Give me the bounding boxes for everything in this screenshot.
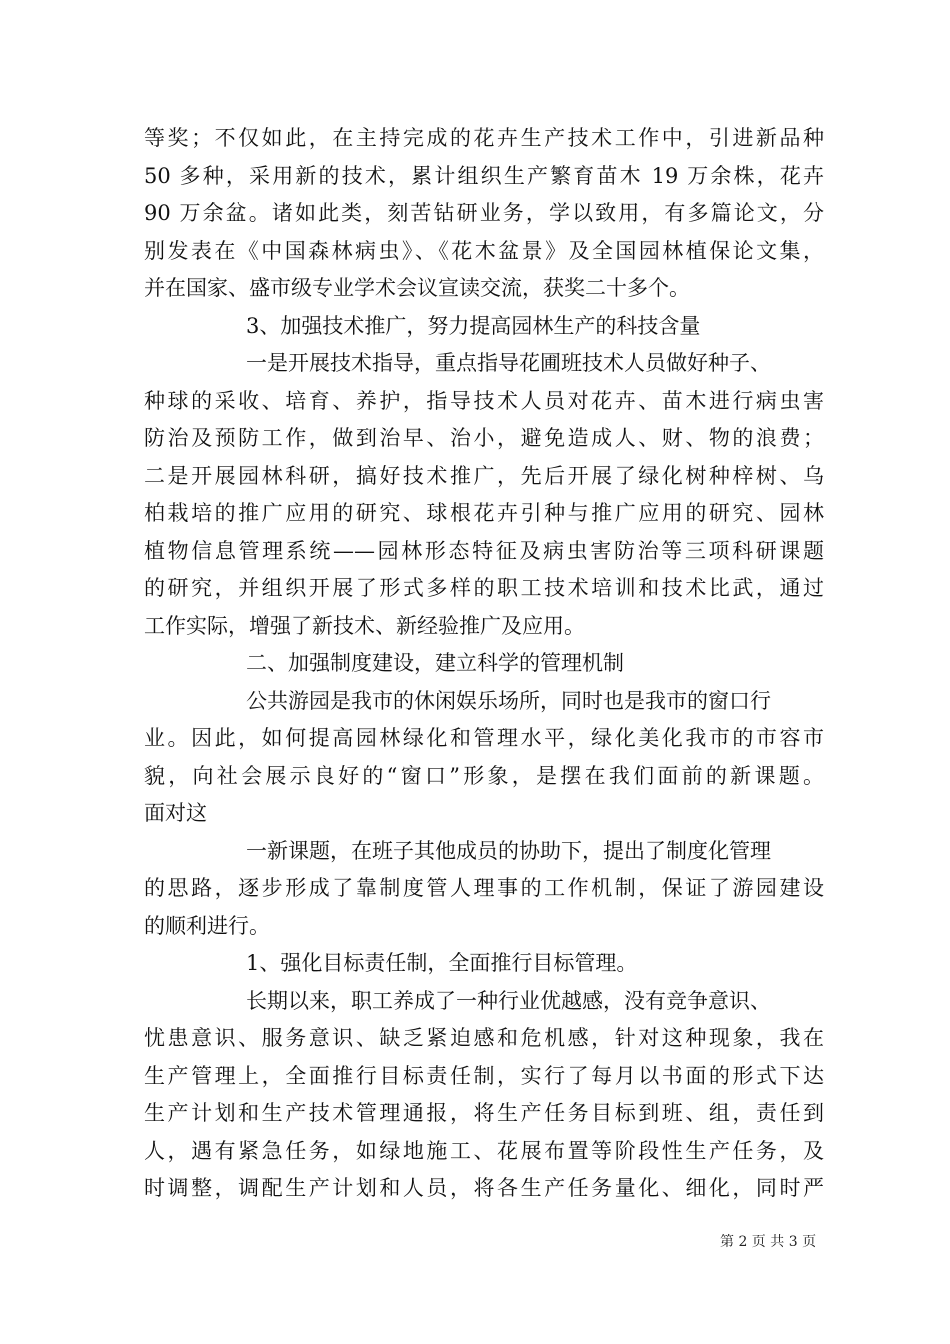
text-line: 种球的采收、培育、养护，指导技术人员对花卉、苗木进行病虫害 [144,388,824,413]
section-heading: 3、加强技术推广，努力提高园林生产的科技含量 [246,313,701,338]
section-heading: 二、加强制度建设，建立科学的管理机制 [246,651,624,675]
text-line: 貌，向社会展示良好的“窗口”形象，是摆在我们面前的新课题。 [144,763,824,788]
text-line: 90 万余盆。诸如此类，刻苦钻研业务，学以致用，有多篇论文，分 [144,201,824,225]
text-line: 50 多种，采用新的技术，累计组织生产繁育苗木 19 万余株，花卉 [144,163,824,188]
text-line: 防治及预防工作，做到治早、治小，避免造成人、财、物的浪费； [144,426,824,450]
text-line: 一新课题，在班子其他成员的协助下，提出了制度化管理 [246,838,771,863]
document-body [144,120,824,1208]
text-line: 的研究，并组织开展了形式多样的职工技术培训和技术比武，通过 [144,576,824,600]
text-line: 植物信息管理系统——园林形态特征及病虫害防治等三项科研课题 [144,538,824,563]
text-line: 业。因此，如何提高园林绿化和管理水平，绿化美化我市的市容市 [144,726,824,750]
text-line: 二是开展园林科研，搞好技术推广，先后开展了绿化树种梓树、乌 [144,463,824,488]
text-line: 并在国家、盛市级专业学术会议宣读交流，获奖二十多个。 [144,276,690,300]
text-line: 人，遇有紧急任务，如绿地施工、花展布置等阶段性生产任务，及 [144,1138,824,1163]
page-number: 第 2 页 共 3 页 [720,1234,817,1250]
text-line: 时调整，调配生产计划和人员，将各生产任务量化、细化，同时严 [144,1176,824,1200]
text-line: 面对这 [144,801,207,825]
text-line: 公共游园是我市的休闲娱乐场所，同时也是我市的窗口行 [246,688,771,713]
text-line: 长期以来，职工养成了一种行业优越感，没有竞争意识、 [246,988,771,1013]
text-line: 的思路，逐步形成了靠制度管人理事的工作机制，保证了游园建设 [144,876,824,900]
text-line: 等奖；不仅如此，在主持完成的花卉生产技术工作中，引进新品种 [144,126,824,150]
text-line: 柏栽培的推广应用的研究、球根花卉引种与推广应用的研究、园林 [144,501,824,525]
text-line: 一是开展技术指导，重点指导花圃班技术人员做好种子、 [246,351,771,375]
text-line: 工作实际，增强了新技术、新经验推广及应用。 [144,613,585,638]
text-line: 生产计划和生产技术管理通报，将生产任务目标到班、组，责任到 [144,1101,824,1125]
text-line: 生产管理上，全面推行目标责任制，实行了每月以书面的形式下达 [144,1063,824,1088]
section-heading: 1、强化目标责任制，全面推行目标管理。 [246,951,638,975]
text-line: 的顺利进行。 [144,913,270,938]
text-line: 别发表在《中国森林病虫》、《花木盆景》及全国园林植保论文集， [144,238,824,263]
text-line: 忧患意识、服务意识、缺乏紧迫感和危机感，针对这种现象，我在 [144,1026,824,1050]
